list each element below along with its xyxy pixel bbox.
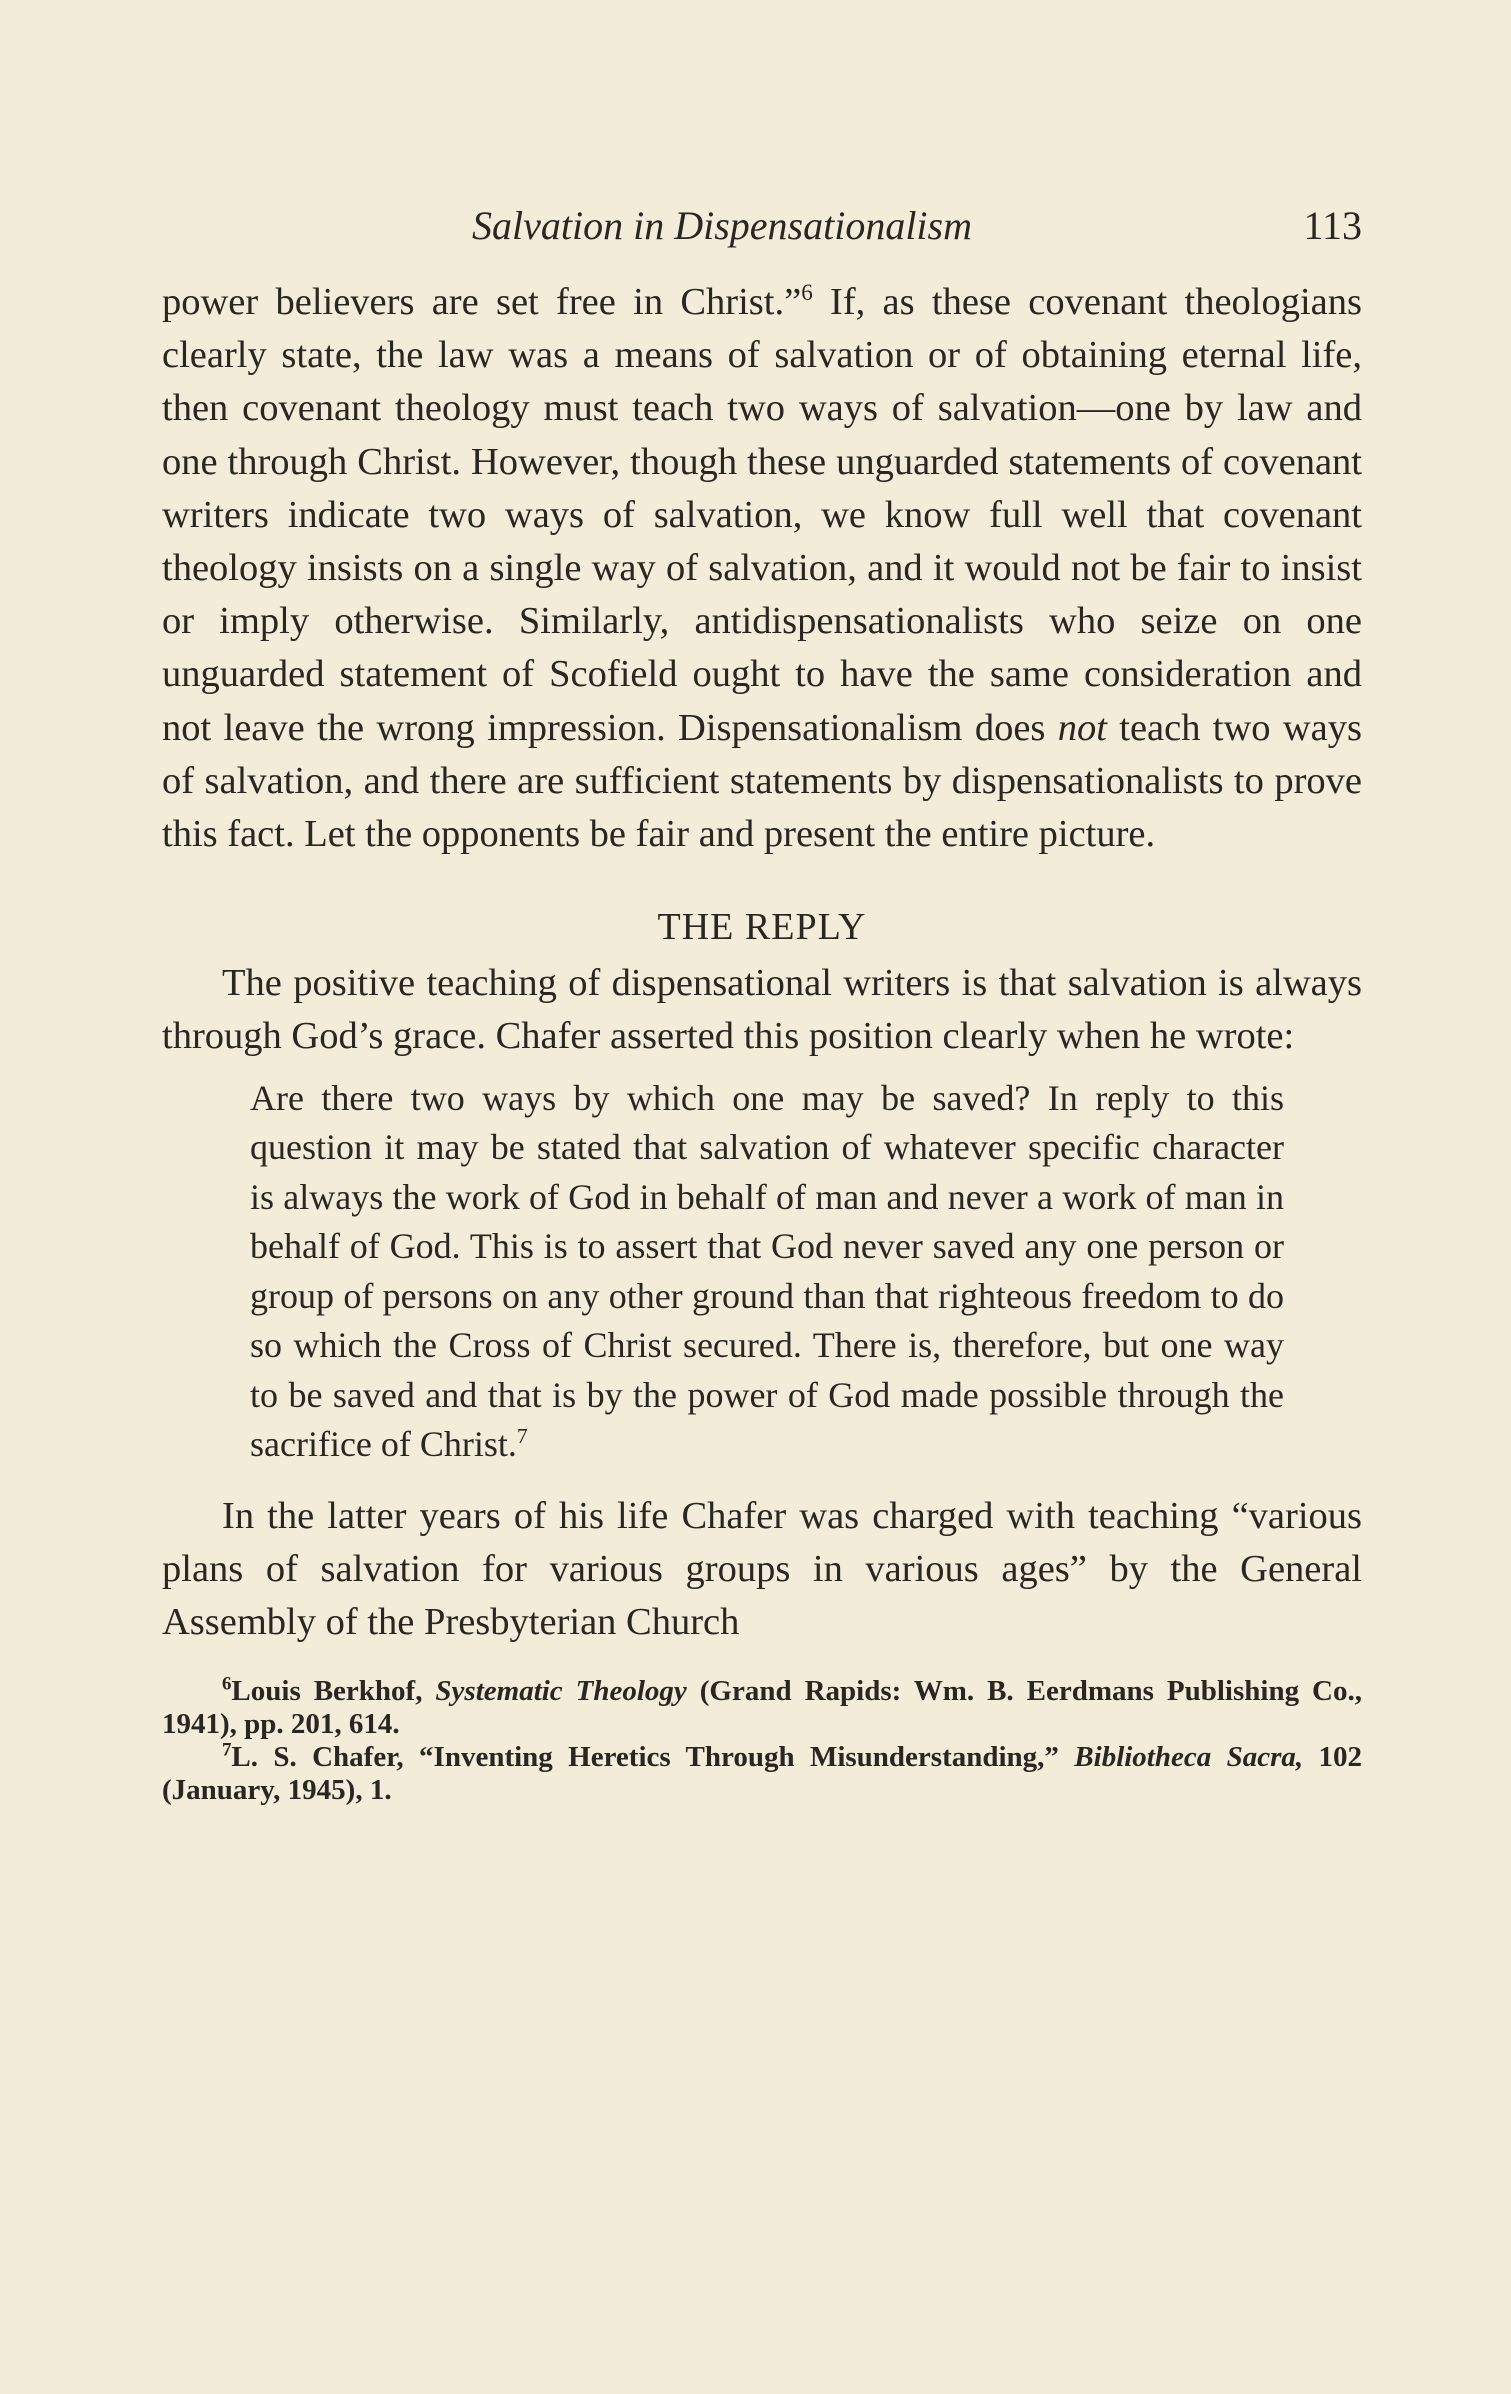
footnote-author: Louis Berkhof, — [231, 1675, 436, 1708]
running-title: Salvation in Dispensationalism — [472, 203, 972, 248]
quote-text: Are there two ways by which one may be saved? In reply to this question it may be stated that salvation of whatever specific character is always the work of God in behalf of man and never a work of man in behalf of God. This is to assert that God never saved any one person or group of persons on any other ground than that righteous freedom to do so which the Cross of Christ secured. There is, therefore, but one way to be saved and that is by the power of God made possible through the sacrifice of Christ. — [250, 1077, 1284, 1465]
footnote-author: L. S. Chafer, “Inventing Heretics Through Misunderstanding,” — [231, 1741, 1075, 1774]
running-head — [162, 198, 1362, 258]
footnote-ref-6: 6 — [801, 279, 813, 306]
footnote-mark: 6 — [222, 1673, 232, 1695]
emphasis-not: not — [1057, 706, 1107, 749]
paragraph-reply: The positive teaching of dispensational writers is that salvation is always through God’s grace. Chafer asserted this position clearly when he wrote: — [162, 962, 1362, 1058]
section-heading: THE REPLY — [657, 906, 867, 949]
paragraph-text: If, as these covenant theologians clearly state, the law was a means of salvation or of obtaining eternal life, then covenant theology must teach two ways of salvation—one by law and one through Christ. However, though these unguarded statements of covenant writers indicate two ways of salvation, we know full well that covenant theology insists on a single way of salvation, and it would not be fair to insist or imply otherwise. Similarly, antidispensationalists who seize on one unguarded statement of Scofield ought to have the same consideration and not leave the wrong impression. Dispensationalism does — [162, 281, 1363, 749]
footnote-title: Bibliotheca Sacra, — [1074, 1741, 1304, 1774]
footnote-rest: (Grand Rapids: Wm. B. Eerdmans Publishing Co., 1941), pp. 201, 614. — [162, 1675, 1362, 1741]
footnote-7 — [162, 1741, 1362, 1807]
block-quote — [250, 1074, 1284, 1470]
paragraph-continuation — [162, 276, 1362, 861]
footnote-mark: 7 — [222, 1739, 232, 1761]
paragraph-chafer-charge: In the latter years of his life Chafer was charged with teaching “various plans of salvation for various groups in various ages” by the General Assembly of the Presbyterian Church — [162, 1494, 1362, 1644]
footnotes — [162, 1675, 1362, 1807]
body-text — [162, 276, 1362, 1807]
footnote-6 — [162, 1675, 1362, 1741]
page-number: 113 — [1303, 203, 1362, 248]
footnote-rest: 102 (January, 1945), 1. — [162, 1741, 1363, 1807]
footnote-title: Systematic Theology — [435, 1675, 687, 1708]
paragraph-text: power believers are set free in Christ.” — [162, 281, 802, 323]
footnote-ref-7: 7 — [516, 1424, 528, 1449]
paragraph-text: teach two ways of salvation, and there are sufficient statements by dispensationalists to prove this fact. Let the opponents be fair and present the entire picture. — [162, 706, 1362, 856]
